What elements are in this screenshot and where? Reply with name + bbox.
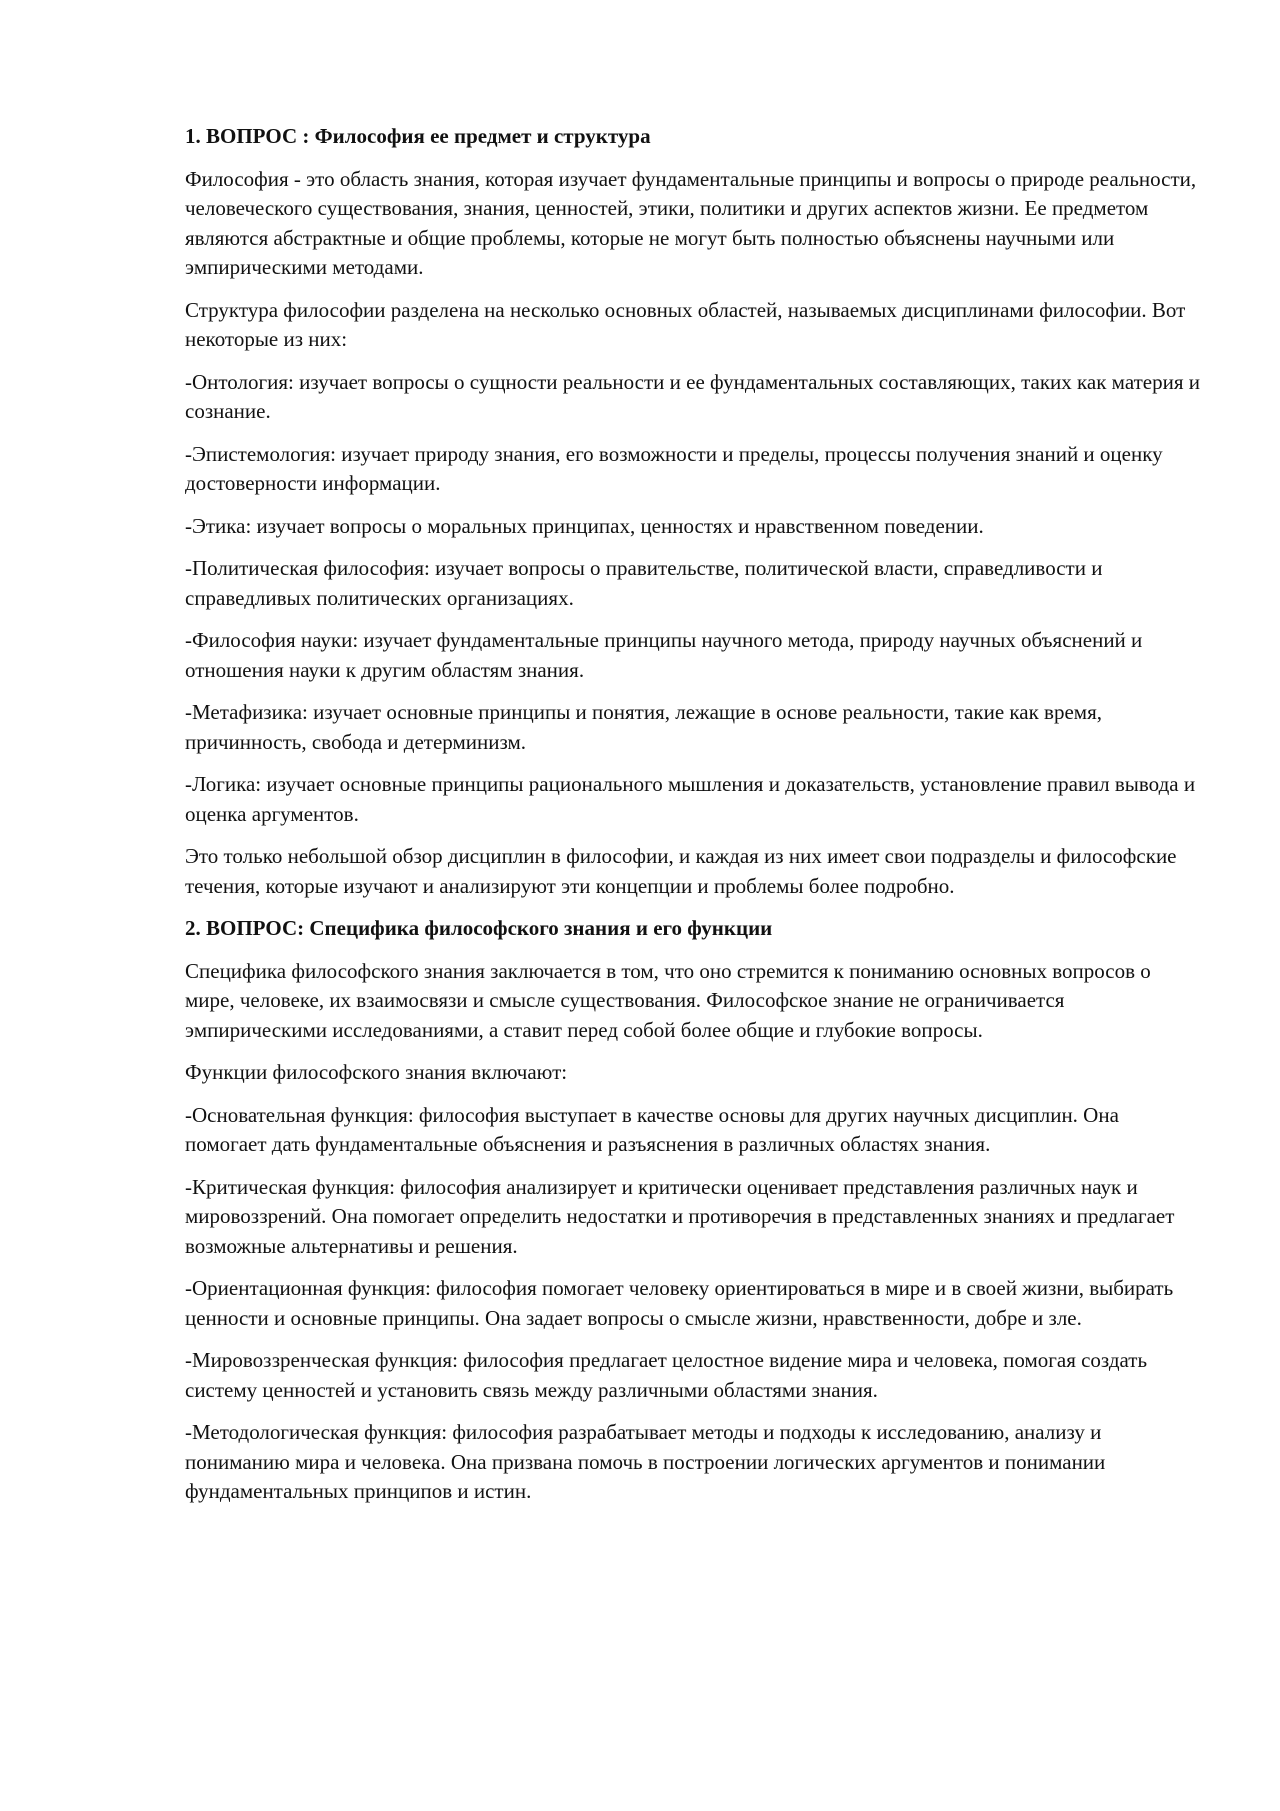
list-item: -Ориентационная функция: философия помогает человеку ориентироваться в мире и в своей жизни, выбирать ценности и основные принципы. Она задает вопросы о смысле жизни, нравственности, добре и зле. (185, 1276, 1174, 1330)
section-1-heading: 1. ВОПРОС : Философия ее предмет и структура (185, 124, 651, 148)
paragraph: Это только небольшой обзор дисциплин в философии, и каждая из них имеет свои подразделы и философские течения, которые изучают и анализируют эти концепции и проблемы более подробно. (185, 844, 1177, 898)
list-item: -Эпистемология: изучает природу знания, его возможности и пределы, процессы получения знаний и оценку достоверности информации. (185, 441, 1163, 495)
list-item: -Этика: изучает вопросы о моральных принципах, ценностях и нравственном поведении. (185, 513, 984, 538)
section-2-heading: 2. ВОПРОС: Специфика философского знания и его функции (185, 916, 773, 940)
paragraph: Функции философского знания включают: (185, 1060, 568, 1084)
list-item: -Политическая философия: изучает вопросы о правительстве, политической власти, справедливости и справедливых политических организациях. (185, 556, 1103, 610)
list-item: -Онтология: изучает вопросы о сущности реальности и ее фундаментальных составляющих, таких как материя и сознание. (185, 369, 1200, 423)
list-item: -Логика: изучает основные принципы рационального мышления и доказательств, установление правил вывода и оценка аргументов. (185, 772, 1196, 826)
paragraph: Философия - это область знания, которая изучает фундаментальные принципы и вопросы о природе реальности, человеческого существования, знания, ценностей, этики, политики и других аспектов жизни. Ее предметом являются абстрактные и общие проблемы, которые не могут быть полностью объяснены научными или эмпирическими методами. (185, 166, 1197, 279)
list-item: -Основательная функция: философия выступает в качестве основы для других научных дисциплин. Она помогает дать фундаментальные объяснения и разъяснения в различных областях знания. (185, 1102, 1119, 1156)
document-content (185, 122, 1205, 1520)
paragraph: Специфика философского знания заключается в том, что оно стремится к пониманию основных вопросов о мире, человеке, их взаимосвязи и смысле существования. Философское знание не ограничивается эмпирическими исследованиями, а ставит перед собой более общие и глубокие вопросы. (185, 958, 1151, 1042)
list-item: -Критическая функция: философия анализирует и критически оценивает представления различных наук и мировоззрений. Она помогает определить недостатки и противоречия в представленных знаниях и предлагает возможные альтернативы и решения. (185, 1174, 1175, 1258)
list-item: -Философия науки: изучает фундаментальные принципы научного метода, природу научных объяснений и отношения науки к другим областям знания. (185, 628, 1143, 682)
list-item: -Метафизика: изучает основные принципы и понятия, лежащие в основе реальности, такие как время, причинность, свобода и детерминизм. (185, 700, 1102, 754)
list-item: -Мировоззренческая функция: философия предлагает целостное видение мира и человека, помогая создать систему ценностей и установить связь между различными областями знания. (185, 1348, 1148, 1402)
paragraph: Структура философии разделена на несколько основных областей, называемых дисциплинами философии. Вот некоторые из них: (185, 297, 1186, 351)
list-item: -Методологическая функция: философия разрабатывает методы и подходы к исследованию, анализу и пониманию мира и человека. Она призвана помочь в построении логических аргументов и понимании фундаментальных принципов и истин. (185, 1420, 1106, 1503)
